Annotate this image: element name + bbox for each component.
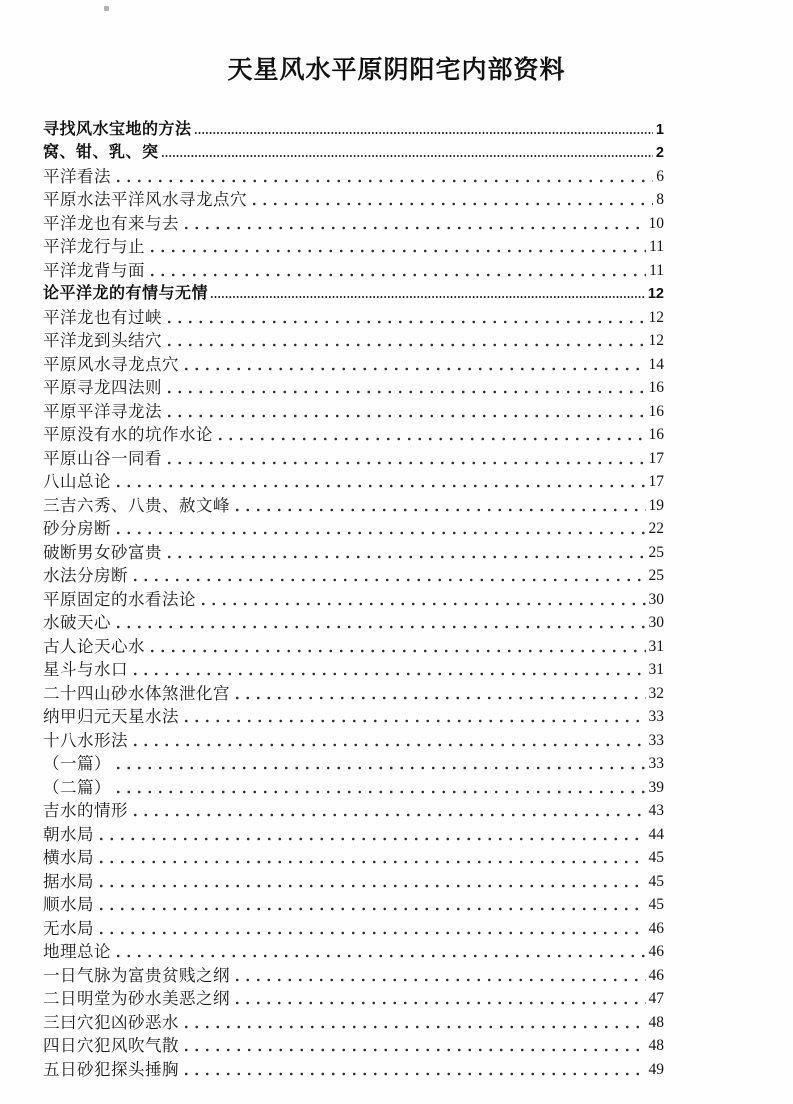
toc-entry-page: 14 <box>648 355 664 373</box>
toc-entry-label: 平原平洋寻龙法 <box>43 401 162 421</box>
toc-entry <box>43 633 664 657</box>
toc-entry-label: 水破天心 <box>43 613 111 632</box>
toc-entry-label: 砂分房断 <box>43 519 111 538</box>
toc-entry <box>43 422 664 446</box>
toc-entry <box>43 492 664 516</box>
toc-entry <box>43 375 664 399</box>
dot-leader <box>164 342 646 348</box>
dot-leader <box>130 577 646 583</box>
toc-entry-page: 25 <box>648 567 664 584</box>
scan-artifact-speck <box>104 6 109 11</box>
toc-entry-label: 横水局 <box>43 848 94 867</box>
toc-entry-page: 16 <box>648 379 664 396</box>
toc-entry <box>43 1056 664 1080</box>
toc-entry <box>43 398 664 422</box>
dot-leader <box>113 624 646 630</box>
toc-entry <box>43 704 664 728</box>
toc-entry-page: 33 <box>648 708 664 725</box>
toc-entry-page: 45 <box>648 896 664 913</box>
toc-entry-page: 31 <box>648 637 664 655</box>
toc-entry <box>43 610 664 634</box>
dot-leader <box>161 153 653 159</box>
dot-leader <box>198 601 646 607</box>
toc-entry-page: 12 <box>647 286 664 302</box>
toc-entry <box>43 915 664 939</box>
toc-entry-label: 三吉六秀、八贵、赦文峰 <box>43 495 230 515</box>
dot-leader <box>164 319 646 325</box>
toc-entry-page: 25 <box>648 543 664 561</box>
toc-entry <box>43 657 664 681</box>
toc-entry-page: 30 <box>648 590 664 608</box>
toc-entry-label: 顺水局 <box>43 895 94 914</box>
toc-entry <box>43 234 664 258</box>
toc-entry <box>43 140 664 164</box>
dot-leader <box>96 883 646 889</box>
toc-entry-page: 45 <box>648 872 664 890</box>
document-title: 天星风水平原阴阳宅内部资料 <box>227 56 566 84</box>
dot-leader <box>232 695 646 701</box>
toc-entry <box>43 751 664 775</box>
dot-leader <box>249 201 653 207</box>
toc-entry-page: 33 <box>648 755 664 772</box>
toc-entry <box>43 445 664 469</box>
toc-entry-label: 二日明堂为砂水美恶之纲 <box>43 989 230 1008</box>
toc-entry <box>43 845 664 869</box>
toc-entry-label: 论平洋龙的有情与无情 <box>43 285 209 302</box>
toc-entry <box>43 469 664 493</box>
dot-leader <box>113 483 646 489</box>
dot-leader <box>96 859 646 865</box>
dot-leader <box>181 718 646 724</box>
dot-leader <box>215 436 646 442</box>
dot-leader <box>232 1000 646 1006</box>
dot-leader <box>113 178 653 184</box>
dot-leader <box>96 836 646 842</box>
toc-entry-label: 平洋龙行与止 <box>43 237 145 256</box>
toc-entry-label: 平洋龙也有过峡 <box>43 307 162 327</box>
toc-entry-label: 平洋龙背与面 <box>43 260 145 280</box>
dot-leader <box>232 507 646 513</box>
dot-leader <box>96 930 646 936</box>
dot-leader <box>181 1024 646 1030</box>
toc-entry-label: 据水局 <box>43 871 94 891</box>
dot-leader <box>181 225 646 231</box>
toc-entry-page: 17 <box>648 449 664 467</box>
dot-leader <box>113 530 646 536</box>
toc-entry-label: 二十四山砂水体煞泄化宫 <box>43 683 230 703</box>
toc-entry-label: 平原水法平洋风水寻龙点穴 <box>43 190 247 209</box>
toc-entry-page: 46 <box>648 966 664 984</box>
toc-entry-label: 五日砂犯探头捶胸 <box>43 1059 179 1079</box>
toc-entry <box>43 328 664 352</box>
toc-entry <box>43 257 664 281</box>
dot-leader <box>181 1071 646 1077</box>
toc-entry-label: 纳甲归元天星水法 <box>43 707 179 726</box>
dot-leader <box>194 130 653 136</box>
toc-entry-label: 窝、钳、乳、突 <box>43 144 159 161</box>
toc-entry <box>43 1033 664 1057</box>
toc-entry-page: 33 <box>648 731 664 749</box>
toc-entry-label: 八山总论 <box>43 472 111 491</box>
toc-entry-page: 17 <box>648 473 664 490</box>
dot-leader <box>181 366 646 372</box>
toc-entry-label: 朝水局 <box>43 824 94 844</box>
toc-entry-label: 十八水形法 <box>43 730 128 750</box>
toc-entry-label: 吉水的情形 <box>43 801 128 820</box>
toc-entry-label: 星斗与水口 <box>43 660 128 679</box>
dot-leader <box>232 977 646 983</box>
dot-leader <box>147 272 646 278</box>
toc-entry-label: 平洋看法 <box>43 166 111 186</box>
toc-entry-page: 32 <box>648 684 664 702</box>
toc-entry-label: 水法分房断 <box>43 566 128 585</box>
toc-entry-page: 8 <box>656 191 664 208</box>
toc-entry-page: 43 <box>648 802 664 819</box>
toc-entry-page: 30 <box>648 614 664 631</box>
toc-entry-page: 10 <box>648 214 664 232</box>
toc-entry-label: 平原没有水的坑作水论 <box>43 425 213 444</box>
dot-leader <box>147 248 646 254</box>
toc-entry-page: 39 <box>648 778 664 796</box>
toc-entry-label: 平原风水寻龙点穴 <box>43 354 179 374</box>
dot-leader <box>130 812 646 818</box>
toc-entry <box>43 163 664 187</box>
toc-entry-page: 16 <box>648 426 664 443</box>
dot-leader <box>96 906 646 912</box>
toc-entry-page: 19 <box>648 496 664 514</box>
dot-leader <box>164 389 646 395</box>
toc-entry-label: 破断男女砂富贵 <box>43 542 162 562</box>
toc-entry-page: 11 <box>649 238 664 255</box>
dot-leader <box>164 460 646 466</box>
toc-entry-label: 无水局 <box>43 918 94 938</box>
dot-leader <box>113 789 646 795</box>
toc-entry <box>43 351 664 375</box>
dot-leader <box>113 765 646 771</box>
toc-entry <box>43 680 664 704</box>
toc-entry <box>43 187 664 211</box>
toc-entry-page: 12 <box>648 308 664 326</box>
toc-entry-page: 45 <box>648 849 664 866</box>
toc-entry <box>43 868 664 892</box>
toc-entry <box>43 516 664 540</box>
toc-entry <box>43 727 664 751</box>
toc-entry-label: （一篇） <box>43 754 111 773</box>
dot-leader <box>147 648 646 654</box>
toc-entry <box>43 892 664 916</box>
dot-leader <box>113 953 646 959</box>
toc-entry-label: 四日穴犯风吹气散 <box>43 1036 179 1055</box>
toc-entry-page: 2 <box>655 145 664 161</box>
toc-entry <box>43 821 664 845</box>
toc-entry <box>43 774 664 798</box>
toc-entry-page: 11 <box>649 261 664 279</box>
toc-entry <box>43 563 664 587</box>
toc-entry-label: 古人论天心水 <box>43 636 145 656</box>
toc-entry <box>43 962 664 986</box>
dot-leader <box>130 742 646 748</box>
toc-entry-label: 一日气脉为富贵贫贱之纲 <box>43 965 230 985</box>
toc-entry-label: 三曰穴犯凶砂恶水 <box>43 1012 179 1032</box>
toc-entry-label: 平原固定的水看法论 <box>43 589 196 609</box>
toc-entry-page: 6 <box>656 167 664 185</box>
toc-entry <box>43 304 664 328</box>
toc-entry-page: 46 <box>648 919 664 937</box>
toc-entry-page: 12 <box>648 332 664 349</box>
toc-entry <box>43 986 664 1010</box>
dot-leader <box>164 554 646 560</box>
toc-entry-page: 48 <box>648 1037 664 1054</box>
toc-entry <box>43 939 664 963</box>
toc-entry-page: 47 <box>648 990 664 1007</box>
dot-leader <box>181 1047 646 1053</box>
toc-entry-page: 48 <box>648 1013 664 1031</box>
toc-entry-page: 44 <box>648 825 664 843</box>
dot-leader <box>210 294 645 300</box>
toc-entry <box>43 586 664 610</box>
toc-entry <box>43 798 664 822</box>
toc-entry-page: 1 <box>655 121 664 138</box>
table-of-contents <box>43 116 664 1080</box>
toc-entry <box>43 210 664 234</box>
toc-entry-page: 31 <box>648 661 664 678</box>
toc-entry-page: 22 <box>648 520 664 537</box>
toc-entry-page: 49 <box>648 1060 664 1078</box>
toc-entry-page: 16 <box>648 402 664 420</box>
dot-leader <box>130 671 646 677</box>
toc-entry-label: 寻找风水宝地的方法 <box>43 120 192 138</box>
toc-entry-page: 46 <box>648 943 664 960</box>
toc-entry-label: 平洋龙到头结穴 <box>43 331 162 350</box>
toc-entry-label: 地理总论 <box>43 942 111 961</box>
toc-entry <box>43 116 664 140</box>
toc-entry-label: （二篇） <box>43 777 111 797</box>
toc-entry-label: 平原寻龙四法则 <box>43 378 162 397</box>
toc-entry <box>43 281 664 305</box>
toc-entry <box>43 539 664 563</box>
toc-entry-label: 平洋龙也有来与去 <box>43 213 179 233</box>
toc-entry-label: 平原山谷一同看 <box>43 448 162 468</box>
dot-leader <box>164 413 646 419</box>
toc-entry <box>43 1009 664 1033</box>
